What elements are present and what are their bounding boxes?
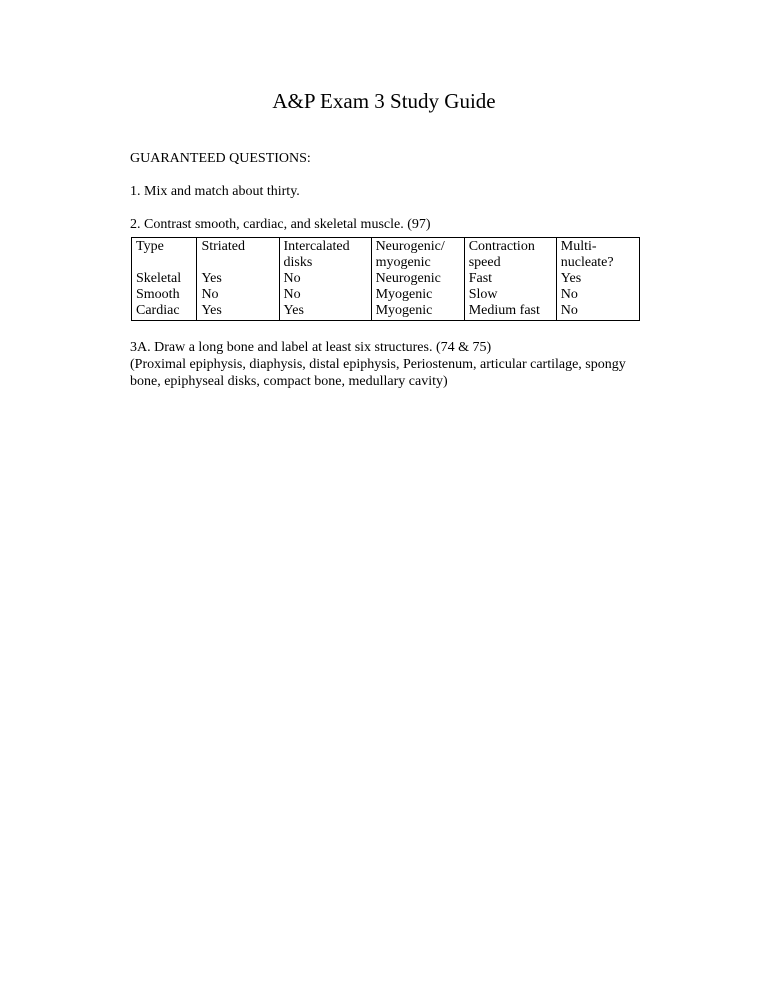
- table-cell: Neurogenic: [371, 271, 464, 287]
- question-1: 1. Mix and match about thirty.: [130, 184, 300, 199]
- table-row: [132, 287, 640, 303]
- question-3a-prompt: 3A. Draw a long bone and label at least six structures. (74 & 75): [130, 340, 492, 355]
- header-cell-striated: Striated: [197, 238, 279, 272]
- table-cell: Yes: [279, 303, 371, 321]
- table-cell: No: [556, 287, 639, 303]
- table-cell: Cardiac: [132, 303, 197, 321]
- table-cell: Medium fast: [464, 303, 556, 321]
- page-title: A&P Exam 3 Study Guide: [272, 89, 496, 113]
- table-cell: No: [279, 271, 371, 287]
- table-cell: Yes: [556, 271, 639, 287]
- section-heading: GUARANTEED QUESTIONS:: [130, 151, 311, 166]
- table-header-row: [132, 238, 640, 272]
- question-3a-list-line-1: (Proximal epiphysis, diaphysis, distal epiphysis, Periostenum, articular cartilage, spongy: [130, 357, 626, 372]
- table-cell: Slow: [464, 287, 556, 303]
- table-cell: Yes: [197, 303, 279, 321]
- table-cell: Skeletal: [132, 271, 197, 287]
- header-cell-type: Type: [132, 238, 197, 272]
- table-row: [132, 303, 640, 321]
- header-cell-neurogenic: Neurogenic/ myogenic: [371, 238, 464, 272]
- table-cell: No: [197, 287, 279, 303]
- muscle-comparison-table: [131, 237, 640, 321]
- header-cell-intercalated: Intercalated disks: [279, 238, 371, 272]
- table-cell: Myogenic: [371, 303, 464, 321]
- header-cell-contraction: Contraction speed: [464, 238, 556, 272]
- header-cell-multinucleate: Multi- nucleate?: [556, 238, 639, 272]
- table-cell: Fast: [464, 271, 556, 287]
- question-3a-list-line-2: bone, epiphyseal disks, compact bone, medullary cavity): [130, 374, 448, 389]
- table-cell: Yes: [197, 271, 279, 287]
- question-2: 2. Contrast smooth, cardiac, and skeletal muscle. (97): [130, 217, 431, 232]
- table-cell: Smooth: [132, 287, 197, 303]
- table-cell: Myogenic: [371, 287, 464, 303]
- table-cell: No: [279, 287, 371, 303]
- table-row: [132, 271, 640, 287]
- question-3a: [130, 339, 650, 390]
- table-cell: No: [556, 303, 639, 321]
